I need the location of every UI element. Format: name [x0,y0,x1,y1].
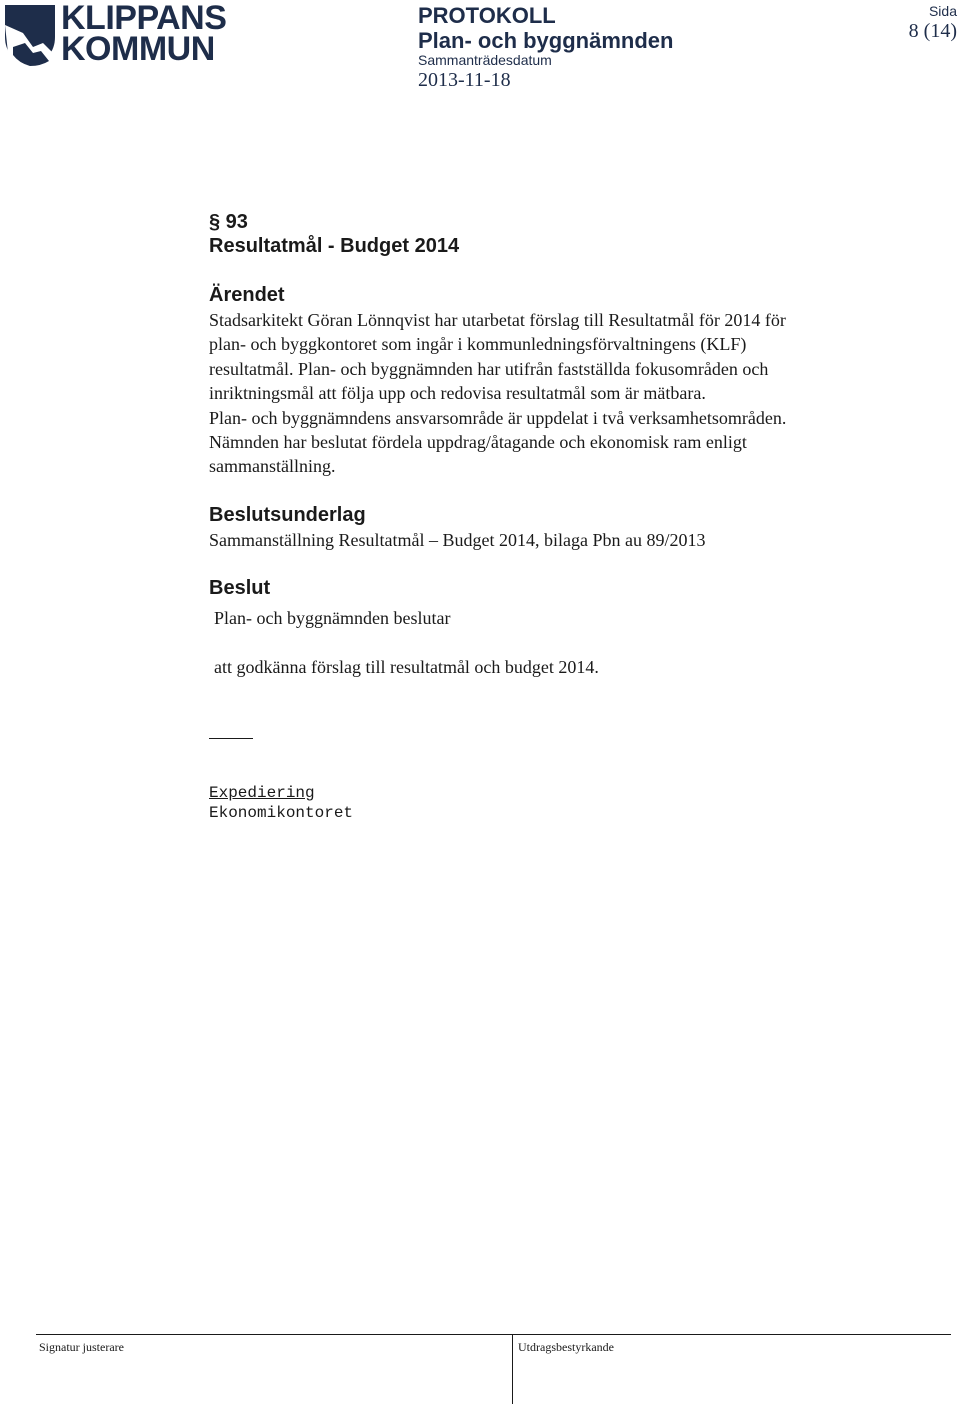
klippans-kommun-logo [3,0,227,69]
logo-text-line2: KOMMUN [61,30,215,68]
paragraph-number: § 93 [209,211,248,233]
arendet-line: plan- och byggkontoret som ingår i kommunledningsförvaltningens (KLF) [209,334,747,355]
arendet-line: sammanställning. [209,456,336,477]
arendet-line: resultatmål. Plan- och byggnämnden har utifrån fastställda fokusområden och [209,358,769,379]
meeting-date: 2013-11-18 [418,69,511,91]
signature-label: Signatur justerare [39,1340,124,1354]
arendet-line: Nämnden har beslutat fördela uppdrag/åtagande och ekonomisk ram enligt [209,432,747,453]
section-separator [209,738,253,739]
paragraph-title: Resultatmål - Budget 2014 [209,235,460,257]
certification-label: Utdragsbestyrkande [518,1340,614,1354]
beslut-intro: Plan- och byggnämnden beslutar [214,608,451,628]
page-label: Sida [928,3,957,19]
municipal-crest-icon [3,3,57,67]
arendet-body [209,308,929,479]
arendet-heading: Ärendet [209,284,285,306]
expediering-recipient: Ekonomikontoret [209,804,354,822]
arendet-line: inriktningsmål att följa upp och redovisa resultatmål som är mätbara. [209,383,706,404]
meeting-date-label: Sammanträdesdatum [418,52,552,68]
committee-name: Plan- och byggnämnden [418,28,674,53]
beslutsunderlag-text: Sammanställning Resultatmål – Budget 2014, bilaga Pbn au 89/2013 [209,530,706,550]
page-number: 8 (14) [908,20,957,42]
footer-divider [512,1334,513,1404]
beslutsunderlag-heading: Beslutsunderlag [209,504,366,526]
beslut-decision: att godkänna förslag till resultatmål och budget 2014. [214,657,599,677]
arendet-line: Plan- och byggnämndens ansvarsområde är uppdelat i två verksamhetsområden. [209,407,787,428]
expediering-heading: Expediering [209,784,315,802]
logo-text-line1: KLIPPANS [61,0,227,37]
footer-rule [36,1334,951,1335]
document-type-title: PROTOKOLL [418,3,556,28]
beslut-heading: Beslut [209,577,271,599]
arendet-line: Stadsarkitekt Göran Lönnqvist har utarbetat förslag till Resultatmål för 2014 för [209,310,786,330]
